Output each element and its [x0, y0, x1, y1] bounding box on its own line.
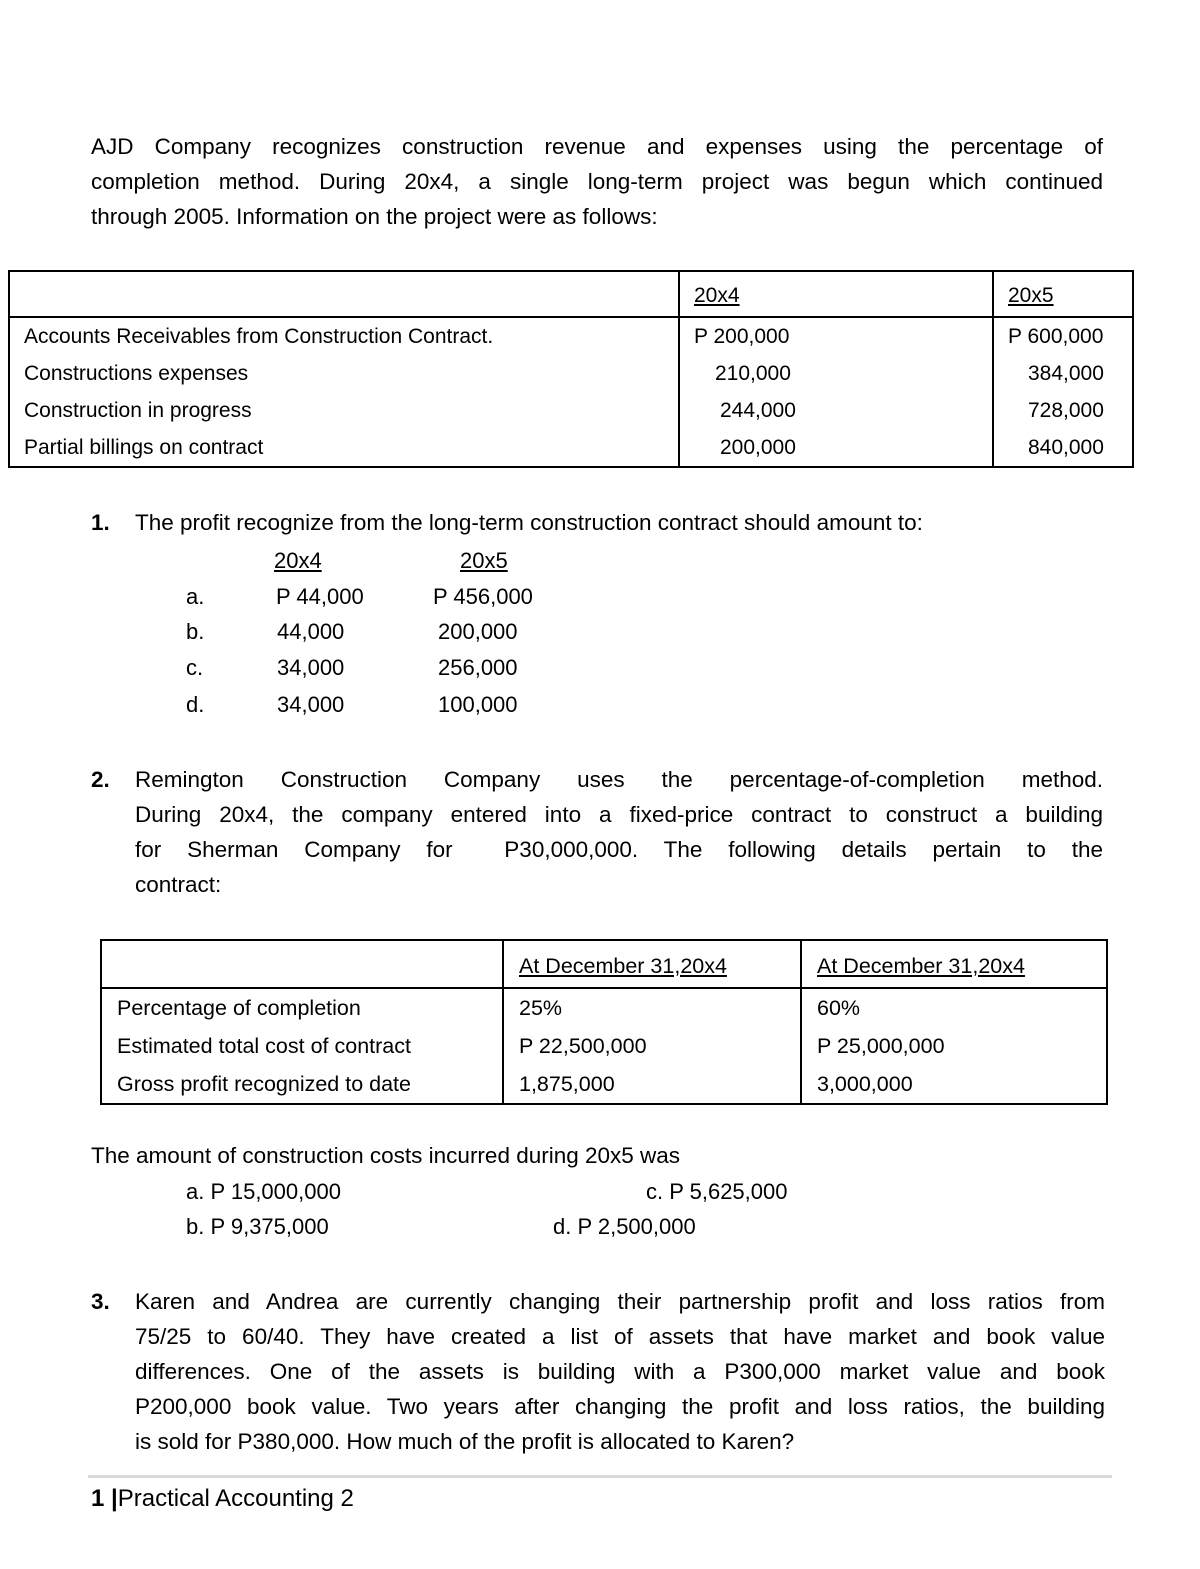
row-value-20x4: 244,000 [679, 392, 993, 429]
footer-title: Practical Accounting 2 [117, 1485, 354, 1512]
table-header-cell: At December 31,20x4 [503, 940, 801, 988]
intro-paragraph [91, 129, 1103, 234]
option-value-20x5: 200,000 [438, 619, 518, 644]
footer-separator: | [111, 1485, 118, 1512]
table-row [101, 1065, 1107, 1104]
row-value-20x4: 210,000 [679, 355, 993, 392]
table-row [9, 355, 1133, 392]
intro-line: through 2005. Information on the project were as follows: [91, 204, 658, 229]
option-value-20x4: 44,000 [277, 619, 345, 644]
table-row [101, 1027, 1107, 1065]
row-value-20x4: 200,000 [679, 429, 993, 467]
footer-divider [88, 1475, 1112, 1478]
intro-line: AJD Company recognizes construction revenue and expenses using the percentage of [91, 134, 1103, 159]
table-row [9, 392, 1133, 429]
table-row [9, 429, 1133, 467]
row-value-col1: P 22,500,000 [503, 1027, 801, 1065]
option-a: a. P 15,000,000 [186, 1179, 341, 1204]
row-label: Accounts Receivables from Construction Contract. [9, 317, 679, 355]
row-value-col1: 25% [503, 988, 801, 1027]
row-label: Construction in progress [9, 392, 679, 429]
question-number: 3. [91, 1289, 110, 1314]
row-value-col2: P 25,000,000 [801, 1027, 1107, 1065]
question-line: differences. One of the assets is building with a P300,000 market value and book [135, 1359, 1105, 1384]
option-value-20x4: 34,000 [277, 655, 345, 680]
row-value-col1: 1,875,000 [503, 1065, 801, 1104]
question-line: contract: [135, 872, 222, 897]
row-value-20x5: 728,000 [993, 392, 1133, 429]
row-label: Percentage of completion [101, 988, 503, 1027]
question-text: The profit recognize from the long-term construction contract should amount to: [135, 510, 923, 535]
q1-col-header-20x5: 20x5 [460, 548, 508, 573]
option-value-20x4: P 44,000 [276, 584, 364, 609]
table-header-cell: At December 31,20x4 [801, 940, 1107, 988]
table-header-cell: 20x4 [679, 271, 993, 317]
option-d: d. P 2,500,000 [553, 1214, 696, 1239]
question-2-text [135, 762, 1103, 902]
option-value-20x5: 100,000 [438, 692, 518, 717]
question-line: Karen and Andrea are currently changing their partnership profit and loss ratios from [135, 1289, 1105, 1314]
table-header-cell [9, 271, 679, 317]
table-header-cell: 20x5 [993, 271, 1133, 317]
question-line: 75/25 to 60/40. They have created a list of assets that have market and book value [135, 1324, 1105, 1349]
contract-details-table [100, 939, 1108, 1105]
option-b: b. P 9,375,000 [186, 1214, 329, 1239]
page-number: 1 [91, 1485, 105, 1512]
option-letter: b. [186, 619, 205, 644]
question-line: Remington Construction Company uses the percentage-of-completion method. [135, 767, 1103, 792]
row-value-col2: 3,000,000 [801, 1065, 1107, 1104]
row-label: Constructions expenses [9, 355, 679, 392]
table-header-row [101, 940, 1107, 988]
question-line: is sold for P380,000. How much of the profit is allocated to Karen? [135, 1429, 795, 1454]
row-label: Estimated total cost of contract [101, 1027, 503, 1065]
table-row [9, 317, 1133, 355]
option-letter: a. [186, 584, 205, 609]
intro-line: completion method. During 20x4, a single long-term project was begun which continued [91, 169, 1103, 194]
option-value-20x4: 34,000 [277, 692, 345, 717]
question-line: for Sherman Company for P30,000,000. The following details pertain to the [135, 837, 1103, 862]
table-header-row [9, 271, 1133, 317]
page-footer [91, 1482, 354, 1516]
row-value-20x4: P 200,000 [679, 317, 993, 355]
question-2-prompt: The amount of construction costs incurred during 20x5 was [91, 1143, 681, 1168]
row-label: Gross profit recognized to date [101, 1065, 503, 1104]
question-3-text [135, 1284, 1105, 1459]
row-value-20x5: P 600,000 [993, 317, 1133, 355]
option-letter: d. [186, 692, 205, 717]
row-value-20x5: 384,000 [993, 355, 1133, 392]
question-line: P200,000 book value. Two years after changing the profit and loss ratios, the building [135, 1394, 1105, 1419]
row-value-20x5: 840,000 [993, 429, 1133, 467]
row-label: Partial billings on contract [9, 429, 679, 467]
option-letter: c. [186, 655, 204, 680]
option-c: c. P 5,625,000 [646, 1179, 788, 1204]
q1-col-header-20x4: 20x4 [274, 548, 322, 573]
table-row [101, 988, 1107, 1027]
table-header-cell [101, 940, 503, 988]
question-number: 1. [91, 510, 110, 535]
option-value-20x5: P 456,000 [433, 584, 533, 609]
question-line: During 20x4, the company entered into a fixed-price contract to construct a building [135, 802, 1103, 827]
project-info-table [8, 270, 1134, 468]
option-value-20x5: 256,000 [438, 655, 518, 680]
row-value-col2: 60% [801, 988, 1107, 1027]
question-number: 2. [91, 767, 110, 792]
